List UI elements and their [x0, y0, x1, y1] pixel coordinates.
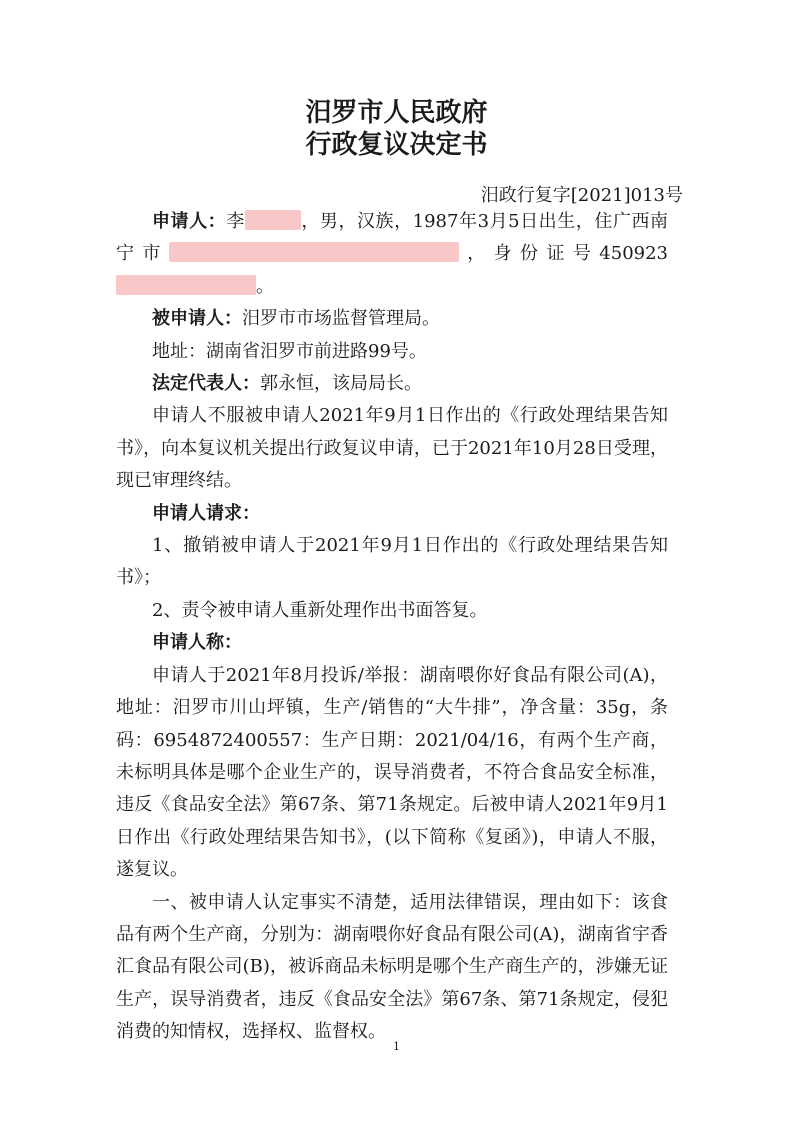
intro-paragraph: 申请人不服被申请人2021年9月1日作出的《行政处理结果告知书》，向本复议机关提出行政复议申请，已于2021年10月28日受理，现已审理终结。	[116, 405, 668, 492]
claims-paragraph-2: 一、被申请人认定事实不清楚，适用法律错误，理由如下：该食品有两个生产商，分别为：湖南喂你好食品有限公司(A)，湖南省宇香汇食品有限公司(B)，被诉商品未标明是哪个生产商生产的，涉嫌无证生产，误导消费者，违反《食品安全法》第67条、第71条规定，侵犯消费的知情权，选择权、监督权。	[116, 891, 668, 1043]
applicant-details: ，男，汉族，1987年3月5日出生，住	[300, 211, 613, 232]
requests-heading: 申请人请求：	[152, 502, 260, 524]
page-number: 1	[393, 1040, 400, 1053]
document-title: 行政复议决定书	[305, 130, 488, 160]
redaction-mark	[245, 210, 301, 230]
claims-heading: 申请人称：	[152, 632, 242, 654]
respondent-paragraph	[116, 303, 668, 335]
legal-rep: 郭永恒，该局局长。	[260, 373, 422, 395]
redaction-mark	[169, 242, 459, 262]
id-label: ，身份证号	[458, 243, 600, 265]
document-number: 汨政行复字[2021]013号	[480, 185, 683, 206]
respondent-address: 地址：湖南省汨罗市前进路99号。	[152, 340, 427, 362]
id-number: 450923	[599, 243, 669, 265]
respondent-name: 汨罗市市场监督管理局。	[242, 308, 440, 330]
redaction-mark	[116, 275, 256, 295]
applicant-label: 申请人：	[152, 211, 227, 232]
applicant-paragraph	[116, 206, 668, 303]
claims-paragraph-1: 申请人于2021年8月投诉/举报：湖南喂你好食品有限公司(A)，地址：汨罗市川山坪镇，生产/销售的“大牛排”，净含量：35g，条码：6954872400557：生产日期：2021/04/16，有两个生产商，未标明具体是哪个企业生产的，误导消费者，不符合食品安全标准，违反《食品安全法》第67条、第71条规定。后被申请人2021年9月1日作出《行政处理结果告知书》，(以下简称《复函》)，申请人不服，遂复议。	[116, 664, 668, 881]
document-body	[116, 206, 668, 1049]
legal-rep-label: 法定代表人：	[152, 373, 260, 395]
respondent-label: 被申请人：	[152, 308, 242, 330]
legal-rep-paragraph	[116, 368, 668, 400]
request-item-1: 1、撤销被申请人于2021年9月1日作出的《行政处理结果告知书》；	[116, 535, 668, 589]
request-item-2: 2、责令被申请人重新处理作出书面答复。	[152, 599, 488, 621]
applicant-address-start: 广西南宁市	[116, 211, 669, 265]
issuer-title: 汨罗市人民政府	[305, 98, 488, 128]
applicant-name: 李	[226, 211, 245, 232]
id-end: 。	[256, 275, 274, 297]
